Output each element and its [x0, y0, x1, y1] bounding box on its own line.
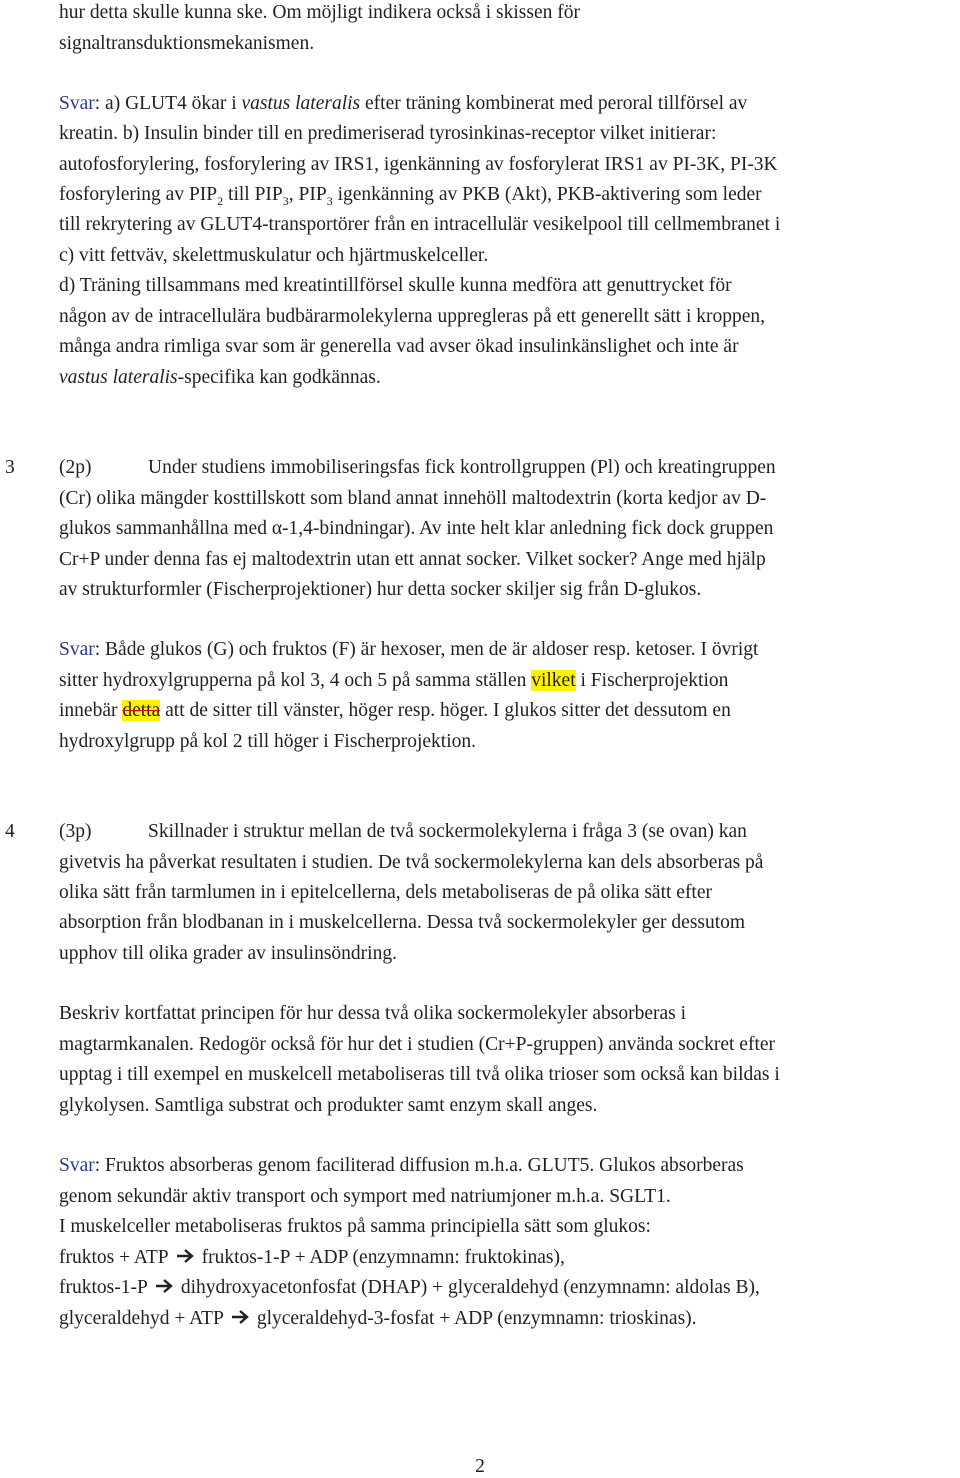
- reaction-substrate: glyceraldehyd + ATP: [59, 1308, 224, 1329]
- text-line: [59, 367, 381, 389]
- reaction-line: [59, 1308, 697, 1330]
- answer-text: : Både glukos (G) och fruktos (F) är hexoser, men de är aldoser resp. ketoser. I övrigt: [94, 639, 759, 660]
- reaction-substrate: fruktos-1-P: [59, 1277, 148, 1298]
- question-points: (3p): [59, 821, 92, 842]
- text-line: upphov till olika grader av insulinsöndring.: [59, 943, 397, 964]
- question-text: Skillnader i struktur mellan de två sockermolekylerna i fråga 3 (se ovan) kan: [148, 821, 747, 842]
- answer-label: Svar: [59, 93, 95, 114]
- answer-text: att de sitter till vänster, höger resp. höger. I glukos sitter det dessutom en: [160, 700, 731, 721]
- reaction-product: fruktos-1-P + ADP (enzymnamn: fruktokinas),: [201, 1247, 565, 1268]
- question-points: (2p): [59, 457, 92, 478]
- page-number: 2: [475, 1456, 485, 1477]
- answer-text: sitter hydroxylgrupperna på kol 3, 4 och 5 på samma ställen: [59, 670, 532, 691]
- text-line: av strukturformler (Fischerprojektioner) hur detta socker skiljer sig från D-glukos.: [59, 579, 702, 600]
- text-line: Beskriv kortfattat principen för hur dessa två olika sockermolekyler absorberas i: [59, 1003, 687, 1024]
- text-line: någon av de intracellulära budbärarmolekylerna uppregleras på ett generellt sätt i kroppen,: [59, 306, 766, 327]
- reaction-line: [59, 1277, 760, 1299]
- answer-text: innebär: [59, 700, 123, 721]
- text-line: [59, 184, 762, 212]
- italic-term: vastus lateralis: [59, 367, 178, 388]
- question-text: Under studiens immobiliseringsfas fick kontrollgruppen (Pl) och kreatingruppen: [148, 457, 776, 478]
- text-span: igenkänning av PKB (Akt), PKB-aktivering som leder: [332, 184, 762, 205]
- struck-word: detta: [122, 700, 161, 721]
- text-span: till PIP: [223, 184, 283, 205]
- answer-line: I muskelceller metaboliseras fruktos på samma principiella sätt som glukos:: [59, 1216, 651, 1237]
- reaction-line: [59, 1247, 565, 1269]
- text-line: till rekrytering av GLUT4-transportörer från en intracellulär vesikelpool till cellmembranet i: [59, 214, 781, 235]
- question-number: 4: [5, 821, 15, 842]
- text-line: signaltransduktionsmekanismen.: [59, 33, 315, 54]
- text-line: glykolysen. Samtliga substrat och produkter samt enzym skall anges.: [59, 1095, 598, 1116]
- subscript: 3: [326, 193, 333, 208]
- right-arrow-icon: [228, 1308, 252, 1330]
- text-line: autofosforylering, fosforylering av IRS1, igenkänning av fosforylerat IRS1 av PI-3K, PI-3K: [59, 154, 778, 175]
- text-line: (Cr) olika mängder kosttillskott som bland annat innehöll maltodextrin (korta kedjor av D-: [59, 488, 767, 509]
- text-line: kreatin. b) Insulin binder till en predimeriserad tyrosinkinas-receptor vilket initierar:: [59, 123, 717, 144]
- reaction-product: dihydroxyacetonfosfat (DHAP) + glyceraldehyd (enzymnamn: aldolas B),: [180, 1277, 760, 1298]
- answer-line: genom sekundär aktiv transport och symport med natriumjoner m.h.a. SGLT1.: [59, 1186, 671, 1207]
- text-line: många andra rimliga svar som är generella vad avser ökad insulinkänslighet och inte är: [59, 336, 739, 357]
- text-line: c) vitt fettväv, skelettmuskulatur och hjärtmuskelceller.: [59, 245, 489, 266]
- italic-term: vastus lateralis: [241, 93, 361, 114]
- question-number: 3: [5, 457, 15, 478]
- text-line: magtarmkanalen. Redogör också för hur det i studien (Cr+P-gruppen) använda sockret efter: [59, 1034, 776, 1055]
- subscript: 3: [282, 193, 289, 208]
- answer-label: Svar: [59, 1155, 95, 1176]
- subscript: 2: [217, 193, 224, 208]
- text-span: , PIP: [288, 184, 327, 205]
- text-line: d) Träning tillsammans med kreatintillförsel skulle kunna medföra att genuttrycket för: [59, 275, 732, 296]
- answer-line: [59, 1155, 744, 1177]
- right-arrow-icon: [152, 1277, 176, 1299]
- text-line: absorption från blodbanan in i muskelcellerna. Dessa två sockermolekyler ger dessutom: [59, 912, 746, 933]
- answer-a: [59, 93, 747, 115]
- text-span: -specifika kan godkännas.: [177, 367, 381, 388]
- answer-label: Svar: [59, 639, 95, 660]
- answer-text: efter träning kombinerat med peroral tillförsel av: [360, 93, 748, 114]
- answer-line: [59, 639, 758, 661]
- text-line: glukos sammanhållna med α-1,4-bindningar). Av inte helt klar anledning fick dock gruppen: [59, 518, 774, 539]
- reaction-product: glyceraldehyd-3-fosfat + ADP (enzymnamn: trioskinas).: [256, 1308, 697, 1329]
- text-line: Cr+P under denna fas ej maltodextrin utan ett annat socker. Vilket socker? Ange med hjälp: [59, 549, 766, 570]
- text-line: upptag i till exempel en muskelcell metaboliseras till två olika trioser som också kan bildas i: [59, 1064, 780, 1085]
- right-arrow-icon: [173, 1247, 197, 1269]
- answer-text: i Fischerprojektion: [575, 670, 729, 691]
- answer-text: : Fruktos absorberas genom faciliterad diffusion m.h.a. GLUT5. Glukos absorberas: [94, 1155, 744, 1176]
- answer-text: : a) GLUT4 ökar i: [94, 93, 242, 114]
- text-line: olika sätt från tarmlumen in i epitelcellerna, dels metaboliseras de på olika sätt efter: [59, 882, 713, 903]
- text-line: givetvis ha påverkat resultaten i studien. De två sockermolekylerna kan dels absorberas på: [59, 852, 764, 873]
- answer-line: hydroxylgrupp på kol 2 till höger i Fischerprojektion.: [59, 731, 477, 752]
- text-line: hur detta skulle kunna ske. Om möjligt indikera också i skissen för: [59, 2, 580, 23]
- text-span: fosforylering av PIP: [59, 184, 218, 205]
- answer-line: [59, 670, 728, 692]
- reaction-substrate: fruktos + ATP: [59, 1247, 168, 1268]
- highlighted-word: vilket: [531, 670, 576, 691]
- answer-line: [59, 700, 731, 722]
